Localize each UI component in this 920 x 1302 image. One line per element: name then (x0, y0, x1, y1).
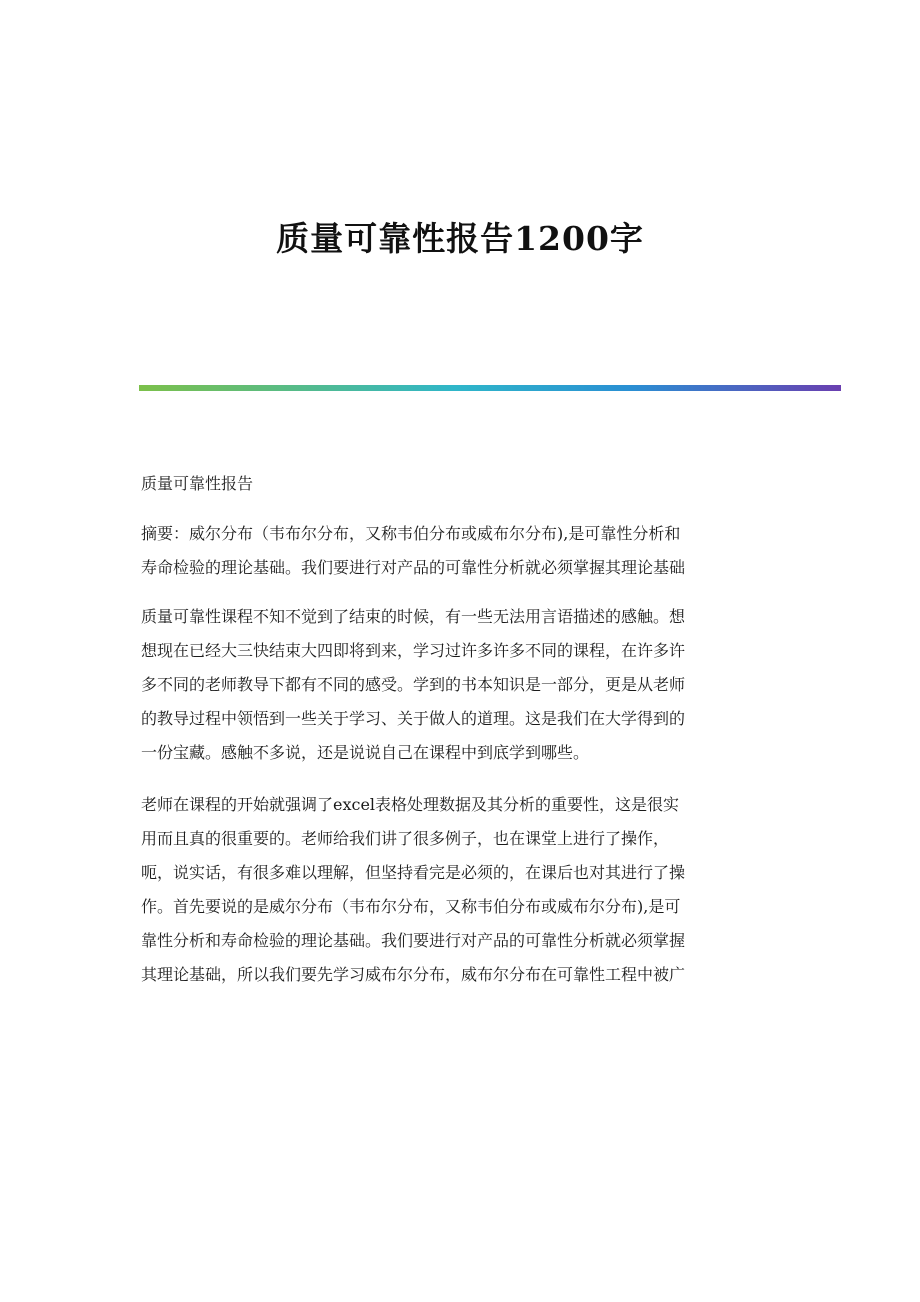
text-line: 其理论基础，所以我们要先学习威布尔分布，威布尔分布在可靠性工程中被广 (141, 965, 686, 984)
text-line: 一份宝藏。感触不多说，还是说说自己在课程中到底学到哪些。 (141, 743, 590, 762)
text-line: 质量可靠性报告 (141, 474, 254, 493)
text-line: 靠性分析和寿命检验的理论基础。我们要进行对产品的可靠性分析就必须掌握 (141, 931, 686, 950)
abstract-paragraph (141, 517, 773, 585)
text-line: 老师在课程的开始就强调了excel表格处理数据及其分析的重要性，这是很实 (141, 795, 680, 814)
text-line: 的教导过程中领悟到一些关于学习、关于做人的道理。这是我们在大学得到的 (141, 709, 686, 728)
text-line: 用而且真的很重要的。老师给我们讲了很多例子，也在课堂上进行了操作， (141, 829, 670, 848)
body-paragraph (141, 788, 773, 992)
text-line: 呃，说实话，有很多难以理解，但坚持看完是必须的，在课后也对其进行了操 (141, 863, 686, 882)
section-heading (141, 467, 773, 501)
title-divider-bar (139, 385, 841, 391)
document-body (141, 467, 773, 992)
text-line: 想现在已经大三快结束大四即将到来，学习过许多许多不同的课程，在许多许 (141, 641, 686, 660)
text-line: 寿命检验的理论基础。我们要进行对产品的可靠性分析就必须掌握其理论基础 (141, 558, 686, 577)
text-line: 多不同的老师教导下都有不同的感受。学到的书本知识是一部分，更是从老师 (141, 675, 686, 694)
text-line: 摘要：威尔分布（韦布尔分布，又称韦伯分布或威布尔分布),是可靠性分析和 (141, 524, 681, 543)
text-line: 作。首先要说的是威尔分布（韦布尔分布，又称韦伯分布或威布尔分布),是可 (141, 897, 681, 916)
intro-paragraph (141, 600, 773, 770)
document-title: 质量可靠性报告1200字 (276, 219, 644, 258)
text-line: 质量可靠性课程不知不觉到了结束的时候，有一些无法用言语描述的感触。想 (141, 607, 686, 626)
